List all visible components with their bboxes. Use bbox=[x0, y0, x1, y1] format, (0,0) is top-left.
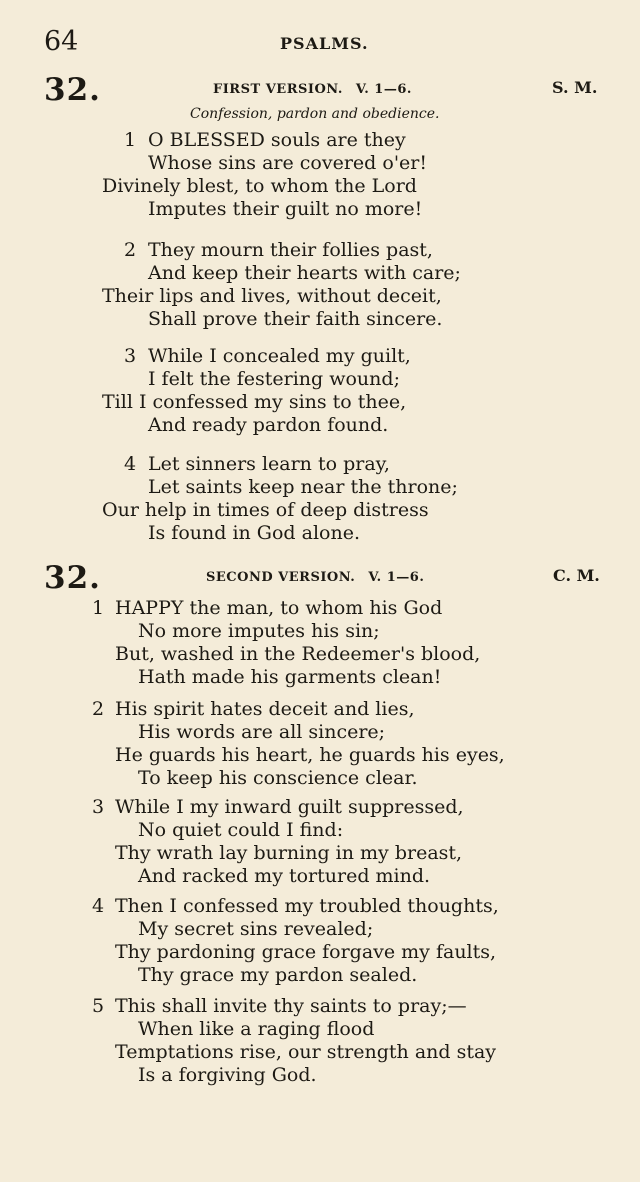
psalm-number-first: 32. bbox=[44, 72, 101, 108]
hymn-line: And keep their hearts with care; bbox=[148, 262, 461, 284]
stanza-number: 2 bbox=[124, 239, 137, 261]
hymn-line: Shall prove their faith sincere. bbox=[148, 308, 443, 330]
hymn-line: Till I confessed my sins to thee, bbox=[102, 391, 407, 413]
hymn-line: Then I confessed my troubled thoughts, bbox=[115, 895, 499, 917]
hymn-line: Let saints keep near the throne; bbox=[148, 476, 458, 498]
hymn-line: And ready pardon found. bbox=[148, 414, 389, 436]
hymn-line: Their lips and lives, without deceit, bbox=[102, 285, 442, 307]
hymn-line: When like a raging flood bbox=[138, 1018, 375, 1040]
stanza-number: 2 bbox=[92, 698, 105, 720]
hymn-line: His spirit hates deceit and lies, bbox=[115, 698, 415, 720]
stanza-first-4 bbox=[0, 452, 640, 544]
hymn-line: No quiet could I find: bbox=[138, 819, 344, 841]
stanza-second-3 bbox=[0, 795, 640, 887]
hymn-line: To keep his conscience clear. bbox=[138, 767, 418, 789]
psalm-number-second: 32. bbox=[44, 560, 101, 596]
meter-first: S. M. bbox=[552, 78, 598, 97]
stanza-second-5 bbox=[0, 994, 640, 1086]
running-title: PSALMS. bbox=[280, 34, 369, 53]
hymn-line: No more imputes his sin; bbox=[138, 620, 380, 642]
hymn-line: O BLESSED souls are they bbox=[148, 129, 406, 151]
stanza-number: 1 bbox=[124, 129, 137, 151]
hymn-line: Imputes their guilt no more! bbox=[148, 198, 423, 220]
hymn-line: Temptations rise, our strength and stay bbox=[115, 1041, 497, 1063]
verse-range: V. 1—6. bbox=[355, 82, 412, 97]
hymn-line: This shall invite thy saints to pray;— bbox=[115, 995, 467, 1017]
meter-second: C. M. bbox=[553, 566, 600, 585]
hymn-line: I felt the festering wound; bbox=[148, 368, 400, 390]
hymn-line: Thy grace my pardon sealed. bbox=[138, 964, 418, 986]
stanza-second-2 bbox=[0, 697, 640, 789]
hymn-line: But, washed in the Redeemer's blood, bbox=[115, 643, 481, 665]
stanza-number: 3 bbox=[92, 796, 105, 818]
hymn-line: My secret sins revealed; bbox=[138, 918, 374, 940]
hymn-line: Is a forgiving God. bbox=[138, 1064, 317, 1086]
hymn-line: Thy pardoning grace forgave my faults, bbox=[115, 941, 497, 963]
stanza-first-3 bbox=[0, 344, 640, 436]
page-number: 64 bbox=[44, 26, 79, 57]
stanza-second-1 bbox=[0, 596, 640, 688]
stanza-number: 4 bbox=[124, 453, 137, 475]
stanza-number: 3 bbox=[124, 345, 137, 367]
hymn-subtitle: Confession, pardon and obedience. bbox=[190, 106, 440, 122]
stanza-number: 4 bbox=[92, 895, 105, 917]
hymn-line: Is found in God alone. bbox=[148, 522, 360, 544]
hymn-line: They mourn their follies past, bbox=[148, 239, 433, 261]
hymn-line: Hath made his garments clean! bbox=[138, 666, 442, 688]
hymn-line: Whose sins are covered o'er! bbox=[148, 152, 427, 174]
verse-range: V. 1—6. bbox=[368, 570, 425, 585]
stanza-number: 5 bbox=[92, 995, 105, 1017]
version-title: FIRST VERSION. bbox=[213, 82, 343, 97]
stanza-first-2 bbox=[0, 238, 640, 330]
version-label-second bbox=[206, 570, 424, 585]
stanza-first-1 bbox=[0, 128, 640, 220]
hymn-line: Divinely blest, to whom the Lord bbox=[102, 175, 417, 197]
hymn-line: Thy wrath lay burning in my breast, bbox=[115, 842, 463, 864]
version-title: SECOND VERSION. bbox=[206, 570, 356, 585]
hymn-line: His words are all sincere; bbox=[138, 721, 386, 743]
hymn-line: While I my inward guilt suppressed, bbox=[115, 796, 464, 818]
hymn-line: Let sinners learn to pray, bbox=[148, 453, 390, 475]
stanza-second-4 bbox=[0, 894, 640, 986]
version-label-first bbox=[213, 82, 412, 97]
hymn-line: He guards his heart, he guards his eyes, bbox=[115, 744, 505, 766]
stanza-number: 1 bbox=[92, 597, 105, 619]
hymn-line: HAPPY the man, to whom his God bbox=[115, 597, 443, 619]
hymn-line: And racked my tortured mind. bbox=[138, 865, 431, 887]
hymn-line: Our help in times of deep distress bbox=[102, 499, 429, 521]
hymn-line: While I concealed my guilt, bbox=[148, 345, 411, 367]
